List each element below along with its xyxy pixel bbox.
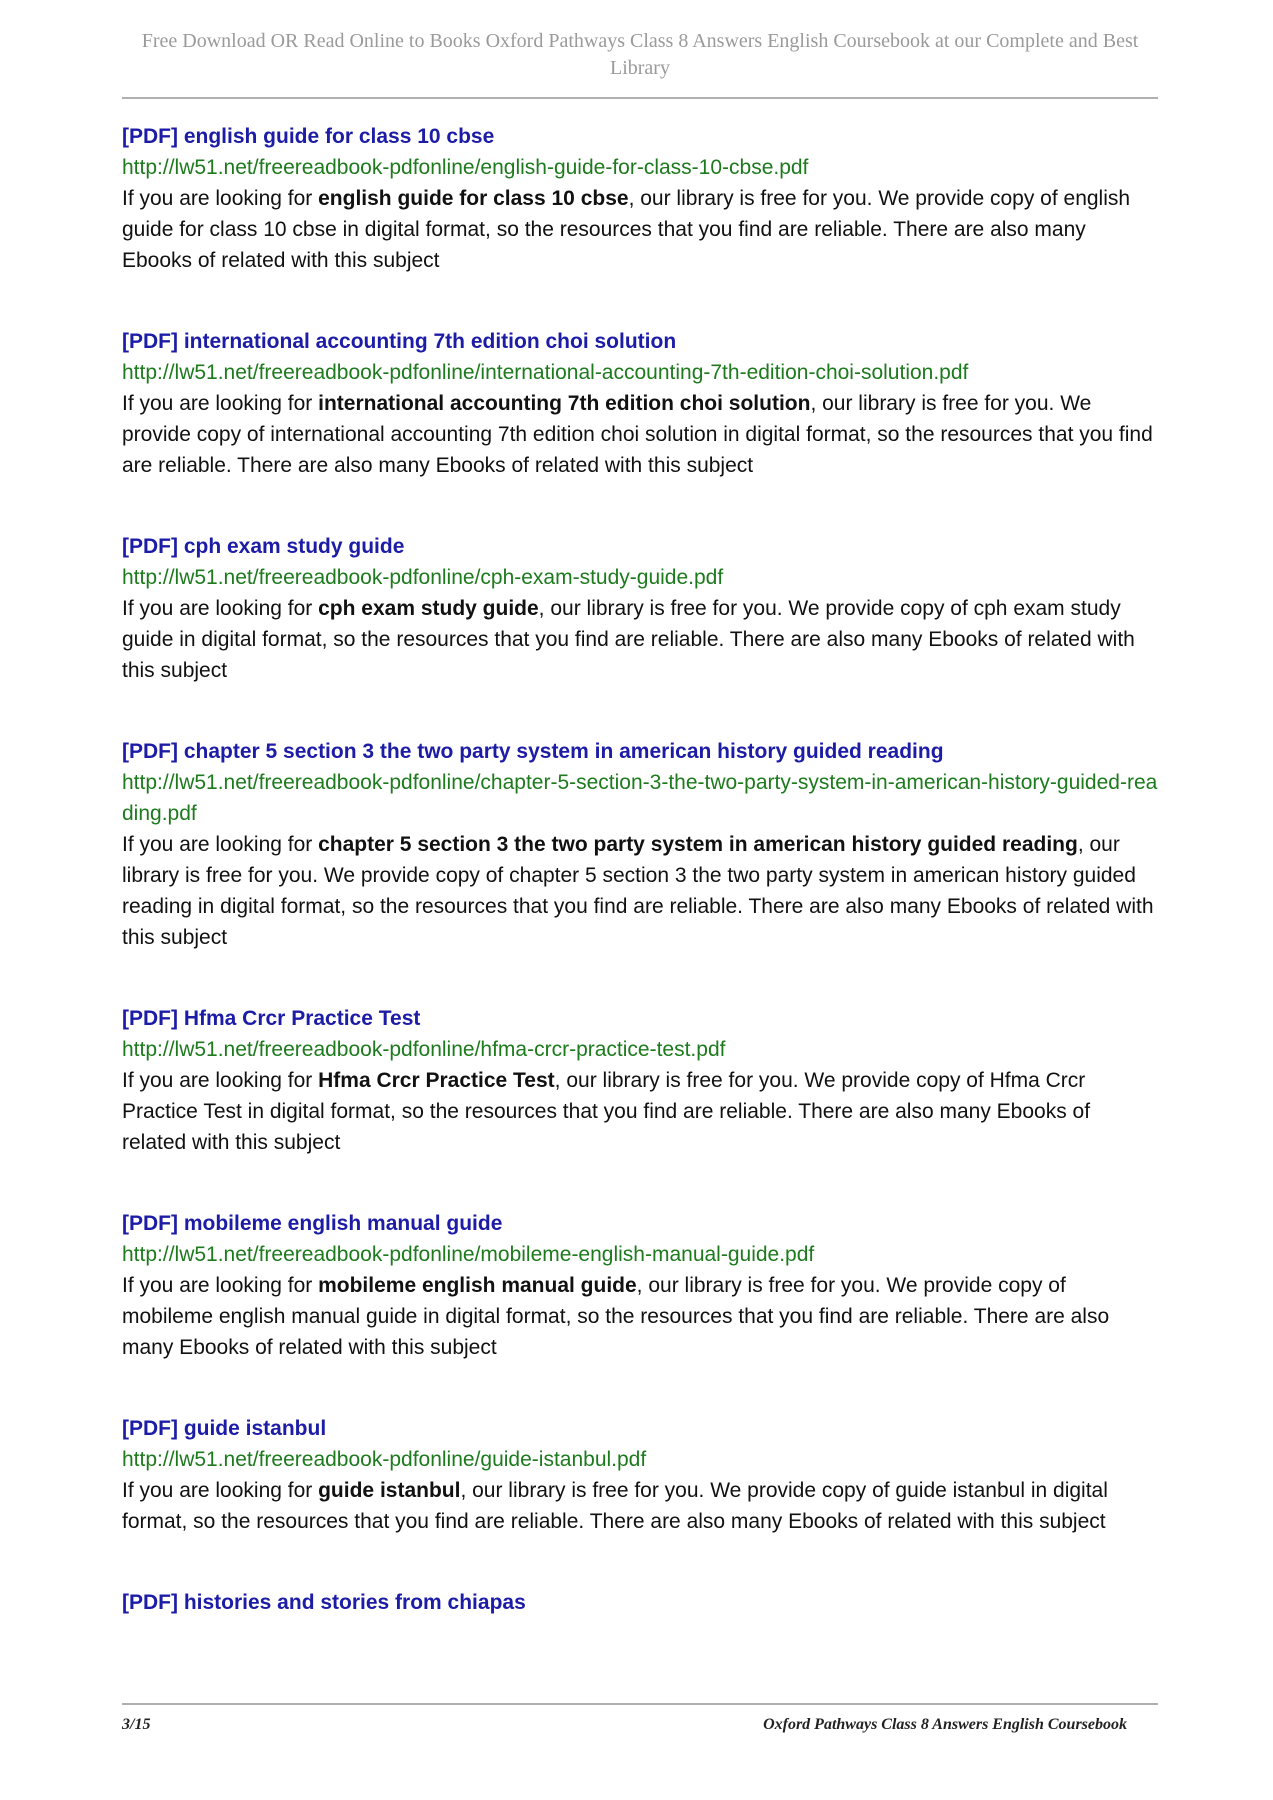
result-url-link[interactable]: http://lw51.net/freereadbook-pdfonline/chapter-5-section-3-the-two-party-system-in-american-history-guided-reading.pdf [122, 771, 1158, 825]
result-description [122, 1270, 1158, 1363]
result-title-link[interactable]: [PDF] chapter 5 section 3 the two party system in american history guided reading [122, 740, 944, 763]
description-suffix: , our library is free for you. We provide copy of guide istanbul in digital format, so the resources that you find are reliable. There are also many Ebooks of related with this subject [122, 1479, 1108, 1533]
description-suffix: , our library is free for you. We provide copy of mobileme english manual guide in digital format, so the resources that you find are reliable. There are also many Ebooks of related with this subject [122, 1274, 1110, 1359]
description-suffix: , our library is free for you. We provide copy of cph exam study guide in digital format, so the resources that you find are reliable. There are also many Ebooks of related with this subject [122, 597, 1135, 682]
result-description [122, 829, 1158, 953]
result-title-link[interactable]: [PDF] guide istanbul [122, 1417, 327, 1440]
result-url-link[interactable]: http://lw51.net/freereadbook-pdfonline/cph-exam-study-guide.pdf [122, 566, 724, 589]
result-entry [122, 121, 1158, 276]
description-prefix: If you are looking for [122, 833, 319, 856]
result-description [122, 593, 1158, 686]
result-entry [122, 1208, 1158, 1363]
description-prefix: If you are looking for [122, 1479, 319, 1502]
page-header: Free Download OR Read Online to Books Oxford Pathways Class 8 Answers English Coursebook at our Complete and Best Library [141, 30, 1139, 79]
result-url-link[interactable]: http://lw51.net/freereadbook-pdfonline/international-accounting-7th-edition-choi-solution.pdf [122, 361, 969, 384]
result-entry [122, 531, 1158, 686]
footer-divider [122, 1703, 1158, 1705]
result-url-link[interactable]: http://lw51.net/freereadbook-pdfonline/guide-istanbul.pdf [122, 1448, 647, 1471]
description-keyword: guide istanbul [318, 1479, 461, 1502]
description-keyword: chapter 5 section 3 the two party system in american history guided reading [318, 833, 1078, 856]
result-title-link[interactable]: [PDF] english guide for class 10 cbse [122, 125, 495, 148]
result-entry [122, 1003, 1158, 1158]
description-prefix: If you are looking for [122, 1274, 319, 1297]
description-prefix: If you are looking for [122, 1069, 319, 1092]
description-keyword: Hfma Crcr Practice Test [318, 1069, 555, 1092]
result-description [122, 1475, 1158, 1537]
result-entry [122, 736, 1158, 953]
footer-book-title: Oxford Pathways Class 8 Answers English Coursebook [763, 1716, 1127, 1733]
description-suffix: , our library is free for you. We provide copy of english guide for class 10 cbse in digital format, so the resources that you find are reliable. There are also many Ebooks of related with this subject [122, 187, 1131, 272]
result-title-link[interactable]: [PDF] international accounting 7th edition choi solution [122, 330, 677, 353]
description-keyword: mobileme english manual guide [318, 1274, 637, 1297]
description-keyword: english guide for class 10 cbse [318, 187, 629, 210]
description-suffix: , our library is free for you. We provide copy of chapter 5 section 3 the two party system in american history guided reading in digital format, so the resources that you find are reliable. There are also many Ebooks of related with this subject [122, 833, 1154, 949]
result-description [122, 1065, 1158, 1158]
result-url-link[interactable]: http://lw51.net/freereadbook-pdfonline/hfma-crcr-practice-test.pdf [122, 1038, 726, 1061]
result-description [122, 183, 1158, 276]
result-url-link[interactable]: http://lw51.net/freereadbook-pdfonline/english-guide-for-class-10-cbse.pdf [122, 156, 809, 179]
header-divider [122, 97, 1158, 99]
description-suffix: , our library is free for you. We provide copy of Hfma Crcr Practice Test in digital format, so the resources that you find are reliable. There are also many Ebooks of related with this subject [122, 1069, 1091, 1154]
description-prefix: If you are looking for [122, 392, 319, 415]
result-entry [122, 326, 1158, 481]
result-title-link[interactable]: [PDF] mobileme english manual guide [122, 1212, 503, 1235]
result-entry [122, 1413, 1158, 1537]
results-list [122, 121, 1158, 1668]
page-number: 3/15 [122, 1716, 151, 1733]
description-prefix: If you are looking for [122, 187, 319, 210]
result-title-link[interactable]: [PDF] cph exam study guide [122, 535, 405, 558]
description-suffix: , our library is free for you. We provide copy of international accounting 7th edition choi solution in digital format, so the resources that you find are reliable. There are also many Ebooks of related with this subject [122, 392, 1153, 477]
description-prefix: If you are looking for [122, 597, 319, 620]
result-url-link[interactable]: http://lw51.net/freereadbook-pdfonline/mobileme-english-manual-guide.pdf [122, 1243, 815, 1266]
description-keyword: cph exam study guide [318, 597, 539, 620]
description-keyword: international accounting 7th edition choi solution [318, 392, 811, 415]
result-description [122, 388, 1158, 481]
result-title-link[interactable]: [PDF] Hfma Crcr Practice Test [122, 1007, 421, 1030]
result-title-link[interactable]: [PDF] histories and stories from chiapas [122, 1591, 526, 1614]
